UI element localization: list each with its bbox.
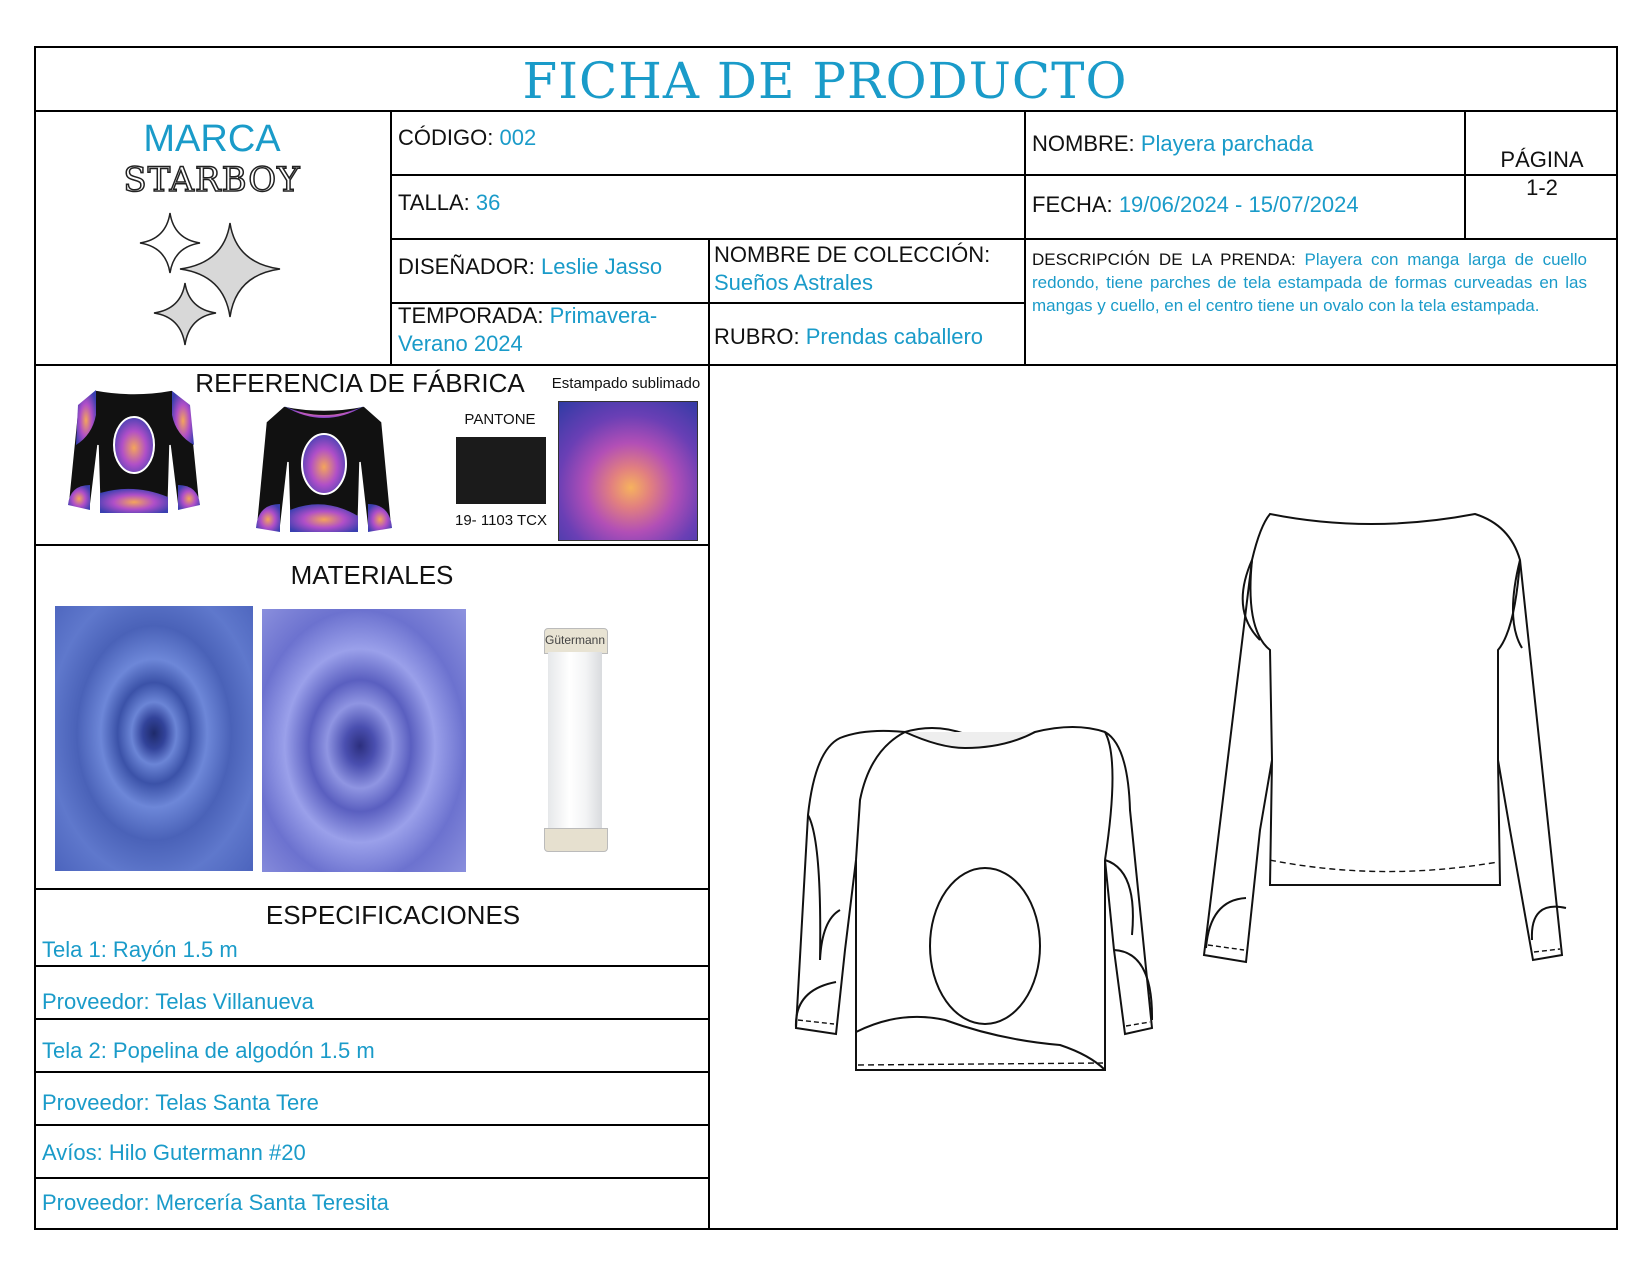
disenador-label: DISEÑADOR: bbox=[398, 254, 535, 279]
fecha-label: FECHA: bbox=[1032, 192, 1113, 217]
spec-item: Tela 2: Popelina de algodón 1.5 m bbox=[42, 1038, 375, 1063]
spec-item: Avíos: Hilo Gutermann #20 bbox=[42, 1140, 306, 1165]
fabric-rayon-image bbox=[55, 606, 253, 871]
rubro-value: Prendas caballero bbox=[805, 324, 984, 349]
codigo-field bbox=[398, 124, 536, 152]
sparkle-logo-icon bbox=[130, 205, 290, 355]
pantone-label: PANTONE bbox=[464, 411, 536, 428]
nombre-field bbox=[1032, 130, 1313, 158]
estampado-label: Estampado sublimado bbox=[551, 375, 701, 392]
rubro-field bbox=[714, 323, 983, 351]
divider bbox=[390, 238, 1618, 240]
divider bbox=[34, 364, 1618, 366]
divider bbox=[34, 965, 710, 967]
divider bbox=[708, 364, 710, 1230]
divider bbox=[34, 1071, 710, 1073]
descripcion-field bbox=[1032, 248, 1587, 317]
codigo-value: 002 bbox=[499, 125, 537, 150]
talla-field bbox=[398, 189, 500, 217]
divider bbox=[34, 1018, 710, 1020]
pagina-label: PÁGINA bbox=[1500, 147, 1584, 172]
brand-name: STARBOY bbox=[123, 160, 301, 200]
pagina-field bbox=[1466, 146, 1618, 202]
divider bbox=[34, 1124, 710, 1126]
thread-brand-label: Gütermann bbox=[544, 633, 606, 647]
reference-shirt-back-image bbox=[66, 385, 202, 525]
descripcion-label: DESCRIPCIÓN DE LA PRENDA: bbox=[1032, 250, 1296, 269]
brand-label: MARCA bbox=[143, 118, 281, 160]
temporada-value-2: Verano 2024 bbox=[398, 331, 523, 356]
fecha-field bbox=[1032, 191, 1359, 219]
divider bbox=[390, 174, 1618, 176]
pagina-value: 1-2 bbox=[1526, 175, 1558, 200]
divider bbox=[34, 888, 710, 890]
spec-item: Tela 1: Rayón 1.5 m bbox=[42, 937, 238, 962]
coleccion-field bbox=[714, 241, 990, 297]
back-flat-drawing bbox=[1170, 500, 1610, 980]
divider bbox=[34, 110, 1618, 112]
referencia-title: REFERENCIA DE FÁBRICA bbox=[195, 368, 525, 398]
temporada-value-1: Primavera- bbox=[549, 303, 658, 328]
codigo-label: CÓDIGO: bbox=[398, 125, 494, 150]
divider bbox=[1024, 110, 1026, 366]
nombre-value: Playera parchada bbox=[1140, 131, 1314, 156]
spec-item: Proveedor: Telas Santa Tere bbox=[42, 1090, 319, 1115]
nombre-label: NOMBRE: bbox=[1032, 131, 1135, 156]
talla-label: TALLA: bbox=[398, 190, 470, 215]
disenador-field bbox=[398, 253, 662, 281]
coleccion-label: NOMBRE DE COLECCIÓN: bbox=[714, 242, 991, 267]
coleccion-value: Sueños Astrales bbox=[714, 270, 873, 295]
sublimado-print-swatch bbox=[558, 401, 698, 541]
especificaciones-title: ESPECIFICACIONES bbox=[265, 900, 521, 930]
fecha-value: 19/06/2024 - 15/07/2024 bbox=[1118, 192, 1359, 217]
descripcion-value: Playera con manga larga de cuello redondo, tiene parches de tela estampada de formas curveadas en las mangas y cuello, en el centro tiene un ovalo con la tela estampada. bbox=[1032, 250, 1587, 315]
talla-value: 36 bbox=[475, 190, 501, 215]
thread-spool-image bbox=[540, 628, 610, 850]
temporada-label: TEMPORADA: bbox=[398, 303, 544, 328]
divider bbox=[34, 544, 710, 546]
materiales-title: MATERIALES bbox=[290, 560, 454, 590]
reference-shirt-front-image bbox=[254, 400, 394, 542]
divider bbox=[34, 1177, 710, 1179]
disenador-value: Leslie Jasso bbox=[541, 254, 663, 279]
temporada-field bbox=[398, 302, 657, 358]
rubro-label: RUBRO: bbox=[714, 324, 800, 349]
page-title: FICHA DE PRODUCTO bbox=[522, 52, 1128, 110]
fabric-popelina-image bbox=[262, 609, 466, 872]
pantone-code: 19- 1103 TCX bbox=[455, 512, 547, 529]
front-flat-drawing bbox=[760, 720, 1180, 1160]
spec-item: Proveedor: Mercería Santa Teresita bbox=[42, 1190, 389, 1215]
pantone-swatch bbox=[456, 437, 546, 504]
spec-item: Proveedor: Telas Villanueva bbox=[42, 989, 314, 1014]
